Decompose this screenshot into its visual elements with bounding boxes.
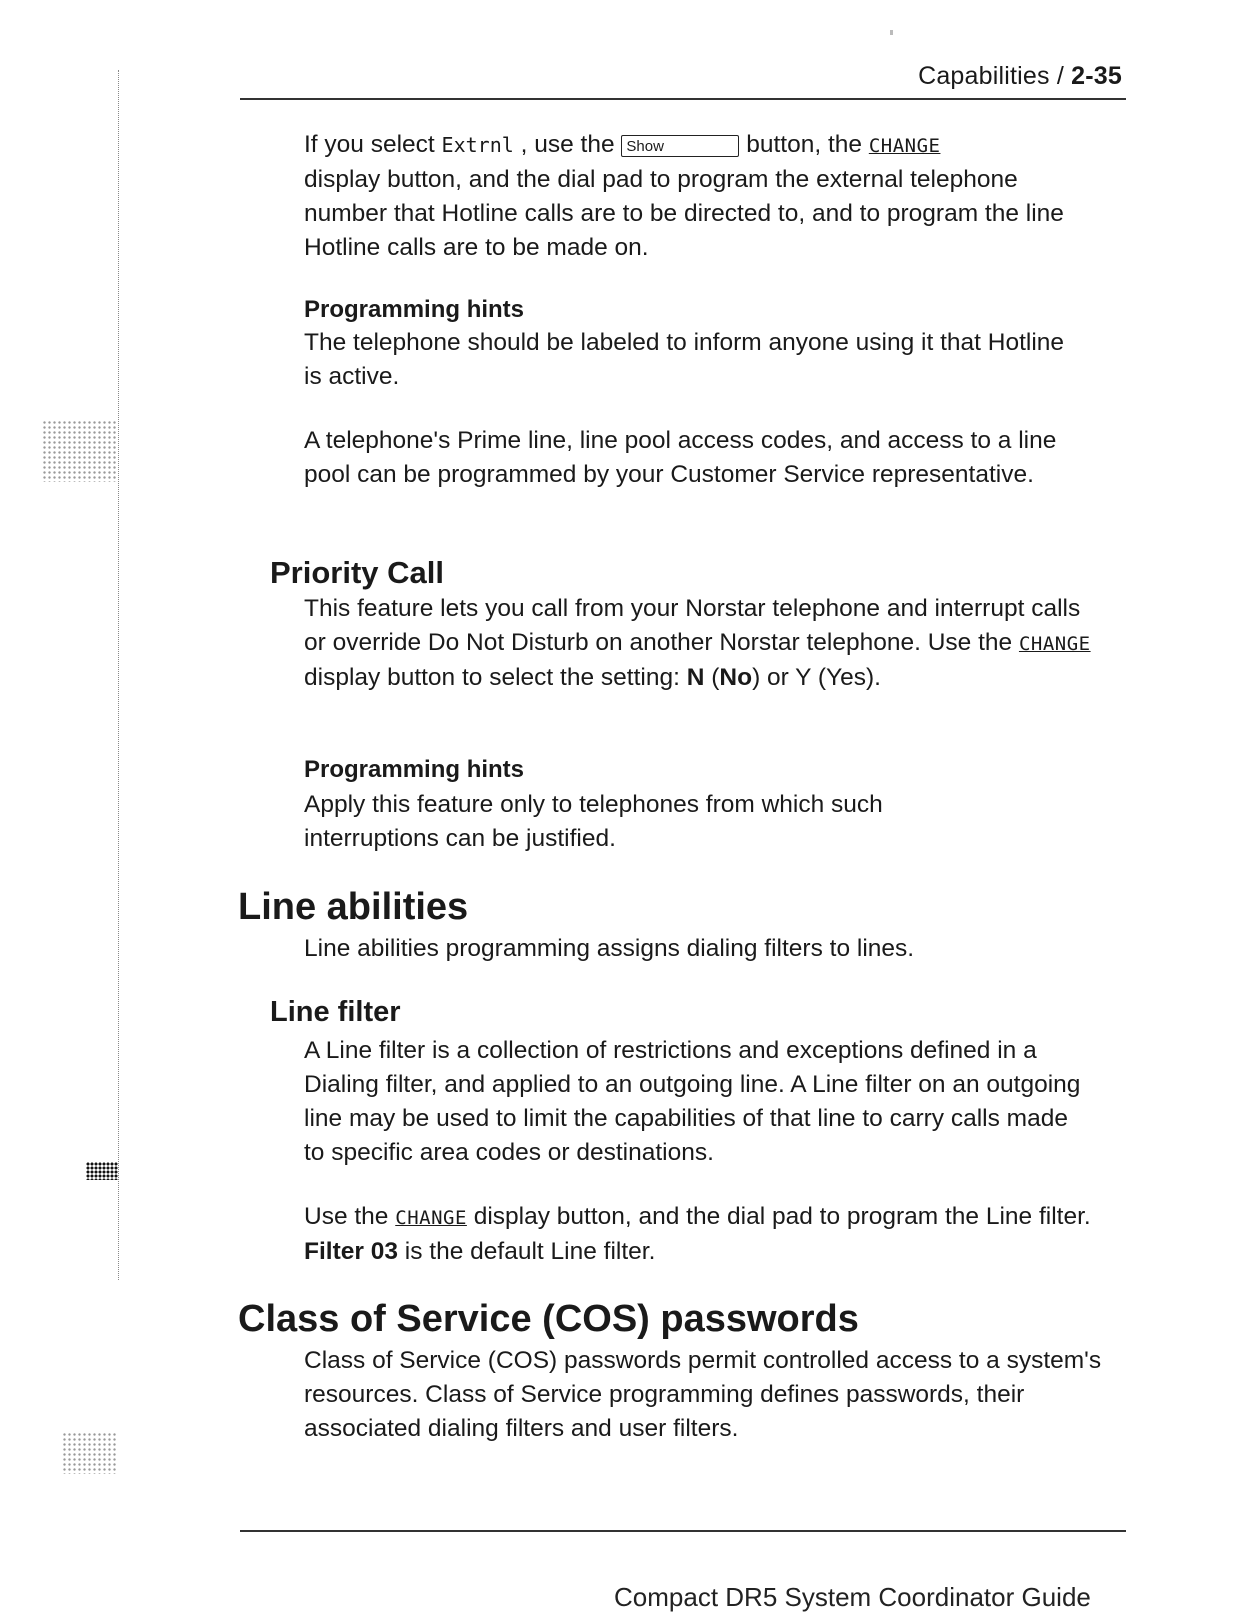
scan-noise-block-middle (86, 1162, 118, 1180)
paren-open: ( (704, 664, 720, 691)
priority-call-text-a: This feature lets you call from your Norstar telephone and interrupt calls or override Do Not Disturb on another Norstar telephone. Use the (304, 595, 1081, 656)
extrnl-option: Extrnl (441, 133, 514, 157)
line-filter-text: A Line filter is a collection of restrictions and exceptions defined in a Dialing filter, and applied to an outgoing line. A Line filter on an outgoing line may be used to limit the capabilities of that line to carry calls made to specific area codes or destinations. (304, 1037, 1081, 1166)
footer-title: Compact DR5 System Coordinator Guide (614, 1582, 1091, 1612)
change-display-button: CHANGE (395, 1207, 467, 1229)
footer-rule (240, 1530, 1126, 1532)
page-header (918, 62, 1122, 91)
priority-call-text-b: display button to select the setting: (304, 664, 687, 691)
show-key: Show (621, 135, 739, 157)
line-abilities-intro: Line abilities programming assigns dialing filters to lines. (304, 935, 915, 962)
default-filter: Filter 03 (304, 1238, 398, 1265)
header-rule (240, 98, 1126, 100)
change-display-button: CHANGE (868, 135, 941, 157)
priority-call-heading: Priority Call (270, 555, 444, 590)
option-no: No (719, 664, 753, 691)
hints-title-priority: Programming hints (304, 756, 525, 783)
usage-text-a: Use the (304, 1203, 396, 1230)
scan-speck (890, 30, 893, 35)
line-filter-usage (304, 1200, 1104, 1269)
hints-text-priority: Apply this feature only to telephones from which such interruptions can be justified. (304, 791, 883, 852)
intro-text-d: display button, and the dial pad to program the external telephone number that Hotline calls are to be directed to, and to program the line Hotline calls are to be made on. (304, 166, 1064, 261)
line-abilities-heading: Line abilities (238, 886, 469, 928)
change-display-button: CHANGE (1018, 633, 1091, 655)
hints-text-hotline: The telephone should be labeled to inform anyone using it that Hotline is active. (304, 329, 1065, 390)
priority-call-text-c: ) or Y (Yes). (752, 664, 881, 691)
option-n: N (686, 664, 705, 691)
cos-passwords-text: Class of Service (COS) passwords permit controlled access to a system's resources. Class of Service programming defines passwords, their associated dialing filters and user filters. (304, 1347, 1102, 1442)
line-filter-heading: Line filter (270, 996, 401, 1028)
intro-text-a: If you select (304, 131, 442, 158)
page-number: 2-35 (1071, 62, 1122, 90)
hints-title-hotline: Programming hints (304, 296, 525, 323)
intro-paragraph (304, 128, 1104, 265)
scan-noise-block-upper (42, 420, 118, 482)
usage-text-b: display button, and the dial pad to program the Line filter. (466, 1203, 1091, 1230)
header-section: Capabilities / (918, 62, 1072, 90)
priority-call-text (304, 592, 1094, 695)
intro-text-c: button, the (739, 131, 869, 158)
cos-passwords-heading: Class of Service (COS) passwords (238, 1298, 859, 1340)
intro-text-b: , use the (513, 131, 622, 158)
scan-noise-block-lower (62, 1432, 116, 1474)
prime-line-paragraph: A telephone's Prime line, line pool access codes, and access to a line pool can be programmed by your Customer Service representative. (304, 427, 1057, 488)
usage-text-c: is the default Line filter. (397, 1238, 656, 1265)
scan-margin-line (118, 70, 119, 1280)
